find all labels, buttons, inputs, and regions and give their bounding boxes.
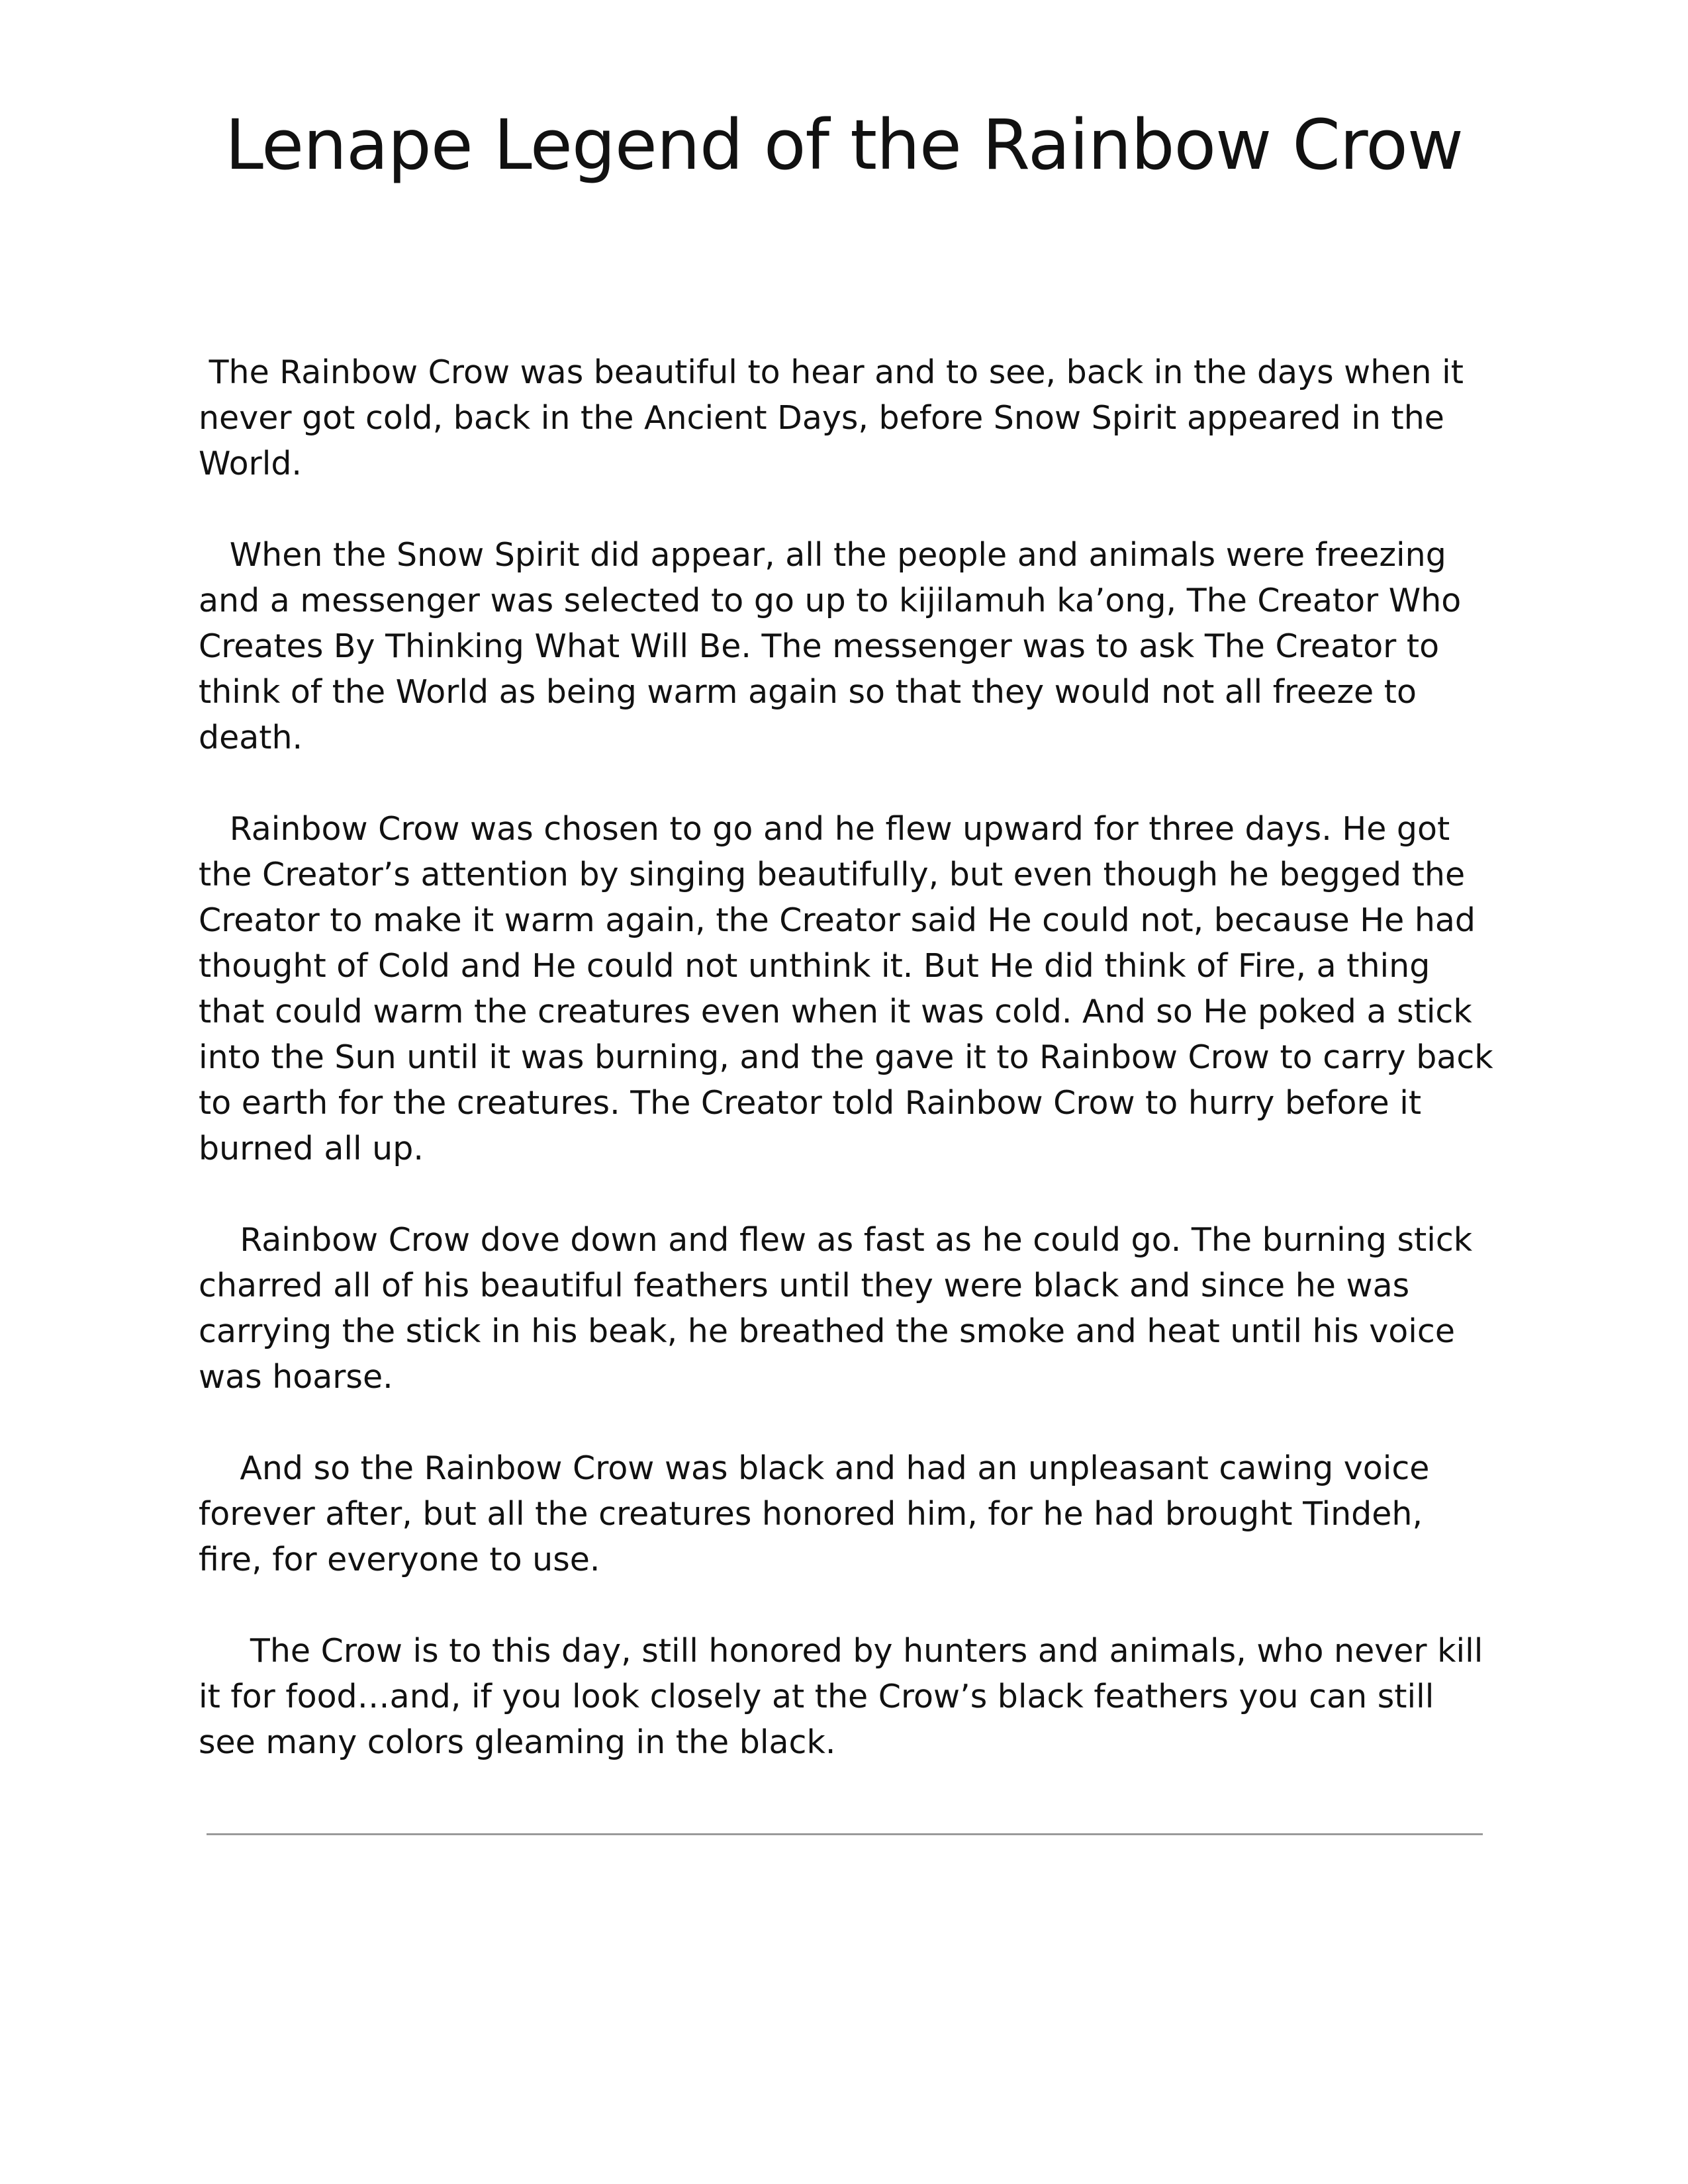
story-paragraph-4: Rainbow Crow dove down and flew as fast as he could go. The burning stick charred all of his beautiful feathers until they were black and since he was carrying the stick in his beak, he breathed the smoke and heat until his voice was hoarse. — [199, 1221, 1483, 1396]
story-paragraph-1: The Rainbow Crow was beautiful to hear and to see, back in the days when it never got cold, back in the Ancient Days, before Snow Spirit appeared in the World. — [199, 353, 1474, 482]
story-paragraph-2: When the Snow Spirit did appear, all the people and animals were freezing and a messenger was selected to go up to kijilamuh ka’ong, The Creator Who Creates By Thinking What Will Be. The messenger was to ask The Creator to think of the World as being warm again so that they would not all freeze to death. — [199, 536, 1472, 756]
story-body — [199, 349, 1504, 1811]
story-paragraph-5: And so the Rainbow Crow was black and had an unpleasant cawing voice forever after, but all the creatures honored him, for he had brought Tindeh, fire, for everyone to use. — [199, 1449, 1440, 1578]
story-paragraph-6: The Crow is to this day, still honored by hunters and animals, who never kill it for food…and, if you look closely at the Crow’s black feathers you can still see many colors gleaming in the black. — [199, 1632, 1493, 1761]
page-title: Lenape Legend of the Rainbow Crow — [225, 105, 1463, 185]
horizontal-divider — [207, 1833, 1483, 1835]
story-paragraph-3: Rainbow Crow was chosen to go and he flew upward for three days. He got the Creator’s attention by singing beautifully, but even though he begged the Creator to make it warm again, the Creator said He could not, because He had thought of Cold and He could not unthink it. But He did think of Fire, a thing that could warm the creatures even when it was cold. And so He poked a stick into the Sun until it was burning, and the gave it to Rainbow Crow to carry back to earth for the creatures. The Creator told Rainbow Crow to hurry before it burned all up. — [199, 810, 1504, 1167]
